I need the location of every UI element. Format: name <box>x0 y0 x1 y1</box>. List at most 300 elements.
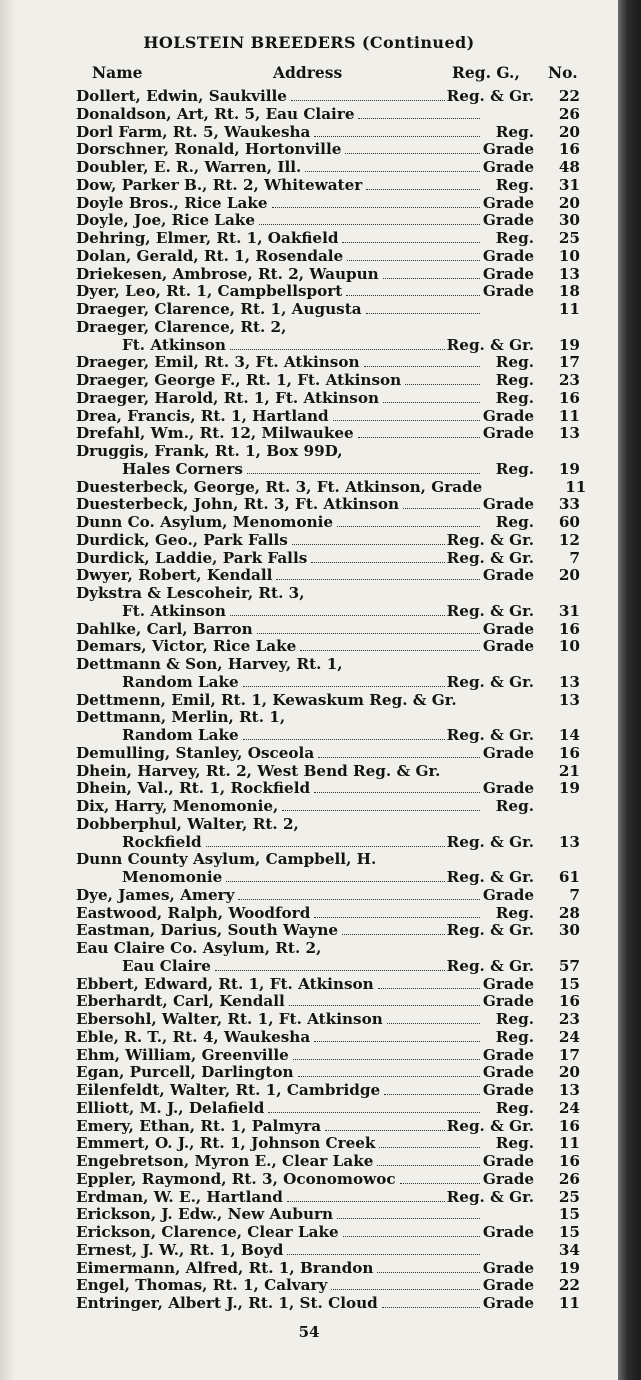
breeder-entry <box>76 371 580 389</box>
dot-leader <box>383 277 480 279</box>
breeder-entry <box>76 1063 580 1081</box>
entry-count: 10 <box>558 246 580 265</box>
breeder-entry <box>76 477 587 496</box>
entry-count: 11 <box>558 300 580 318</box>
dot-leader <box>272 206 480 208</box>
breeder-entry-continuation <box>122 602 580 620</box>
entry-reg-grade: Grade <box>482 619 534 638</box>
entry-reg-grade: Grade <box>482 282 534 301</box>
entry-count: 34 <box>558 1240 580 1259</box>
breeder-entry <box>76 353 580 371</box>
entry-count: 13 <box>558 264 580 283</box>
dot-leader <box>364 365 480 367</box>
page-gutter <box>0 0 14 1380</box>
entry-name-address: Random Lake <box>122 672 239 691</box>
entry-name-address: Demulling, Stanley, Osceola <box>76 743 315 762</box>
entry-count: 13 <box>558 832 580 851</box>
entry-reg-grade: Grade <box>482 992 534 1011</box>
entry-name-address: Eberhardt, Carl, Kendall <box>76 992 285 1011</box>
dot-leader <box>382 1306 480 1308</box>
dot-leader <box>314 916 480 918</box>
entry-count: 19 <box>558 459 580 478</box>
entry-name-address: Erdman, W. E., Hartland <box>76 1187 283 1206</box>
entry-name-address: Engel, Thomas, Rt. 1, Calvary <box>76 1276 328 1295</box>
dot-leader <box>243 738 445 740</box>
entry-count: 19 <box>558 779 580 798</box>
entry-count: 15 <box>558 974 580 993</box>
entry-name-address: Doubler, E. R., Warren, Ill. <box>76 158 302 176</box>
breeder-entry <box>76 779 580 797</box>
dot-leader <box>289 721 480 722</box>
breeder-entry <box>76 176 580 194</box>
entry-reg-grade: Grade <box>482 211 534 230</box>
dot-leader <box>311 561 444 563</box>
entry-reg-grade: Grade <box>482 264 534 283</box>
entry-count: 61 <box>558 868 580 886</box>
entry-reg-grade: Grade <box>482 158 534 176</box>
entry-count: 7 <box>569 885 580 904</box>
entry-name-address: Emmert, O. J., Rt. 1, Johnson Creek <box>76 1134 376 1153</box>
breeder-entry <box>76 1241 580 1259</box>
entry-name-address: Dettmann & Son, Harvey, Rt. 1, <box>76 655 343 673</box>
entry-name-address: Dorl Farm, Rt. 5, Waukesha <box>76 122 311 141</box>
dot-leader <box>461 704 480 705</box>
entry-count: 17 <box>558 1045 580 1064</box>
breeder-entry-continuation <box>122 336 580 354</box>
entry-name-address: Ehm, William, Greenville <box>76 1045 289 1064</box>
dot-leader <box>347 259 480 261</box>
entry-count: 13 <box>558 1081 580 1099</box>
entry-name-address: Elliott, M. J., Delafield <box>76 1098 265 1117</box>
dot-leader <box>377 1164 480 1166</box>
entry-reg-grade: Grade <box>482 406 534 425</box>
dot-leader <box>403 507 480 509</box>
entry-reg-grade: Grade <box>482 495 534 514</box>
entry-count: 24 <box>558 1027 580 1046</box>
entry-count: 11 <box>558 1134 580 1153</box>
breeder-entry <box>76 140 580 158</box>
entry-name-address: Durdick, Geo., Park Falls <box>76 530 288 549</box>
breeder-entry <box>76 105 580 123</box>
dot-leader <box>243 685 445 687</box>
breeder-entry <box>76 531 580 549</box>
breeder-entry <box>76 620 580 638</box>
entry-reg-grade: Reg. <box>495 1010 534 1028</box>
entry-reg-grade: Grade <box>482 743 534 762</box>
entry-name-address: Eastwood, Ralph, Woodford <box>76 903 311 922</box>
breeder-entry <box>76 300 580 318</box>
entry-count: 21 <box>558 761 580 780</box>
entry-count: 23 <box>558 371 580 389</box>
breeder-entry <box>76 1294 580 1312</box>
entry-count: 25 <box>558 229 580 247</box>
entry-name-address: Ft. Atkinson <box>122 601 226 620</box>
entry-name-address: Dye, James, Amery <box>76 885 235 904</box>
dot-leader <box>377 1271 480 1273</box>
entry-reg-grade: Reg. & Gr. <box>446 868 534 886</box>
dot-leader <box>378 987 480 989</box>
dot-leader <box>325 952 480 953</box>
entry-count: 7 <box>569 548 580 567</box>
entry-name-address: Erickson, Clarence, Clear Lake <box>76 1223 339 1241</box>
entry-count: 28 <box>558 903 580 922</box>
dot-leader <box>325 1129 445 1131</box>
dot-leader <box>405 383 480 385</box>
entry-name-address: Draeger, Emil, Rt. 3, Ft. Atkinson <box>76 353 360 372</box>
dot-leader <box>282 809 480 811</box>
dot-leader <box>314 791 480 793</box>
entry-count: 20 <box>558 1063 580 1082</box>
entry-count: 11 <box>558 406 580 425</box>
breeder-entry <box>76 886 580 904</box>
entry-name-address: Dhein, Harvey, Rt. 2, West Bend Reg. & Gr. <box>76 761 441 780</box>
dot-leader <box>291 99 445 101</box>
entry-count: 16 <box>558 743 580 762</box>
entry-name-address: Dunn County Asylum, Campbell, H. <box>76 850 377 869</box>
entry-name-address: Entringer, Albert J., Rt. 1, St. Cloud <box>76 1294 378 1312</box>
breeder-entry <box>76 318 580 336</box>
dot-leader <box>314 135 480 137</box>
entry-reg-grade: Reg. <box>495 175 534 194</box>
entry-count: 26 <box>558 104 580 123</box>
entry-count: 16 <box>558 140 580 159</box>
entry-count: 13 <box>558 690 580 709</box>
entry-name-address: Dolan, Gerald, Rt. 1, Rosendale <box>76 246 344 265</box>
entry-count: 19 <box>558 335 580 354</box>
entry-count: 18 <box>558 282 580 301</box>
dot-leader <box>400 1182 480 1184</box>
entry-count: 26 <box>558 1169 580 1188</box>
breeder-entry <box>76 549 580 567</box>
entry-count: 23 <box>558 1010 580 1028</box>
entry-name-address: Eilenfeldt, Walter, Rt. 1, Cambridge <box>76 1081 381 1099</box>
dot-leader <box>215 969 445 971</box>
dot-leader <box>238 898 480 900</box>
dot-leader <box>268 1111 480 1113</box>
entry-name-address: Erickson, J. Edw., New Auburn <box>76 1205 334 1224</box>
entry-count: 14 <box>558 726 580 744</box>
breeder-entry <box>76 442 580 460</box>
entry-name-address: Dahlke, Carl, Barron <box>76 619 253 638</box>
entry-name-address: Duesterbeck, George, Rt. 3, Ft. Atkinson, Grade <box>76 477 483 496</box>
dot-leader <box>259 223 480 225</box>
breeder-entry <box>76 265 580 283</box>
entry-name-address: Emery, Ethan, Rt. 1, Palmyra <box>76 1116 322 1135</box>
breeder-entry <box>76 762 580 780</box>
breeder-entry-continuation <box>122 673 580 691</box>
entry-reg-grade: Reg. <box>495 459 534 478</box>
dot-leader <box>247 472 480 474</box>
breeder-entry <box>76 229 580 247</box>
dot-leader <box>226 880 444 882</box>
dot-leader <box>257 632 480 634</box>
entry-count: 24 <box>558 1098 580 1117</box>
column-header-address: Address <box>273 63 343 82</box>
entry-name-address: Dettmenn, Emil, Rt. 1, Kewaskum Reg. & Gr. <box>76 690 457 709</box>
entry-count: 20 <box>558 193 580 212</box>
column-header-name: Name <box>92 63 143 82</box>
entry-reg-grade: Reg. <box>495 1027 534 1046</box>
dot-leader <box>289 1004 480 1006</box>
entry-name-address: Random Lake <box>122 726 239 744</box>
breeder-entry-continuation <box>122 460 580 478</box>
breeder-entry <box>76 637 580 655</box>
entry-name-address: Druggis, Frank, Rt. 1, Box 99D, <box>76 442 343 460</box>
breeder-entry <box>76 584 580 602</box>
entry-count: 20 <box>558 122 580 141</box>
entry-reg-grade: Reg. & Gr. <box>446 1116 534 1135</box>
breeder-entry <box>76 87 580 105</box>
entry-count: 20 <box>558 566 580 585</box>
dot-leader <box>366 188 480 190</box>
breeder-entry <box>76 389 580 407</box>
breeder-entry <box>76 513 580 531</box>
entry-name-address: Drefahl, Wm., Rt. 12, Milwaukee <box>76 424 354 443</box>
dot-leader <box>290 331 480 332</box>
entry-name-address: Hales Corners <box>122 459 243 478</box>
breeder-entry <box>76 1046 580 1064</box>
dot-leader <box>358 117 480 119</box>
entry-name-address: Egan, Purcell, Darlington <box>76 1063 294 1082</box>
dot-leader <box>230 614 445 616</box>
entry-reg-grade: Reg. & Gr. <box>446 335 534 354</box>
entry-reg-grade: Grade <box>482 1081 534 1099</box>
entry-name-address: Dhein, Val., Rt. 1, Rockfield <box>76 779 311 798</box>
entry-name-address: Ft. Atkinson <box>122 335 226 354</box>
breeder-entry-continuation <box>122 726 580 744</box>
entry-name-address: Dow, Parker B., Rt. 2, Whitewater <box>76 175 363 194</box>
breeder-entry <box>76 1152 580 1170</box>
dot-leader <box>206 845 445 847</box>
entry-name-address: Doyle Bros., Rice Lake <box>76 193 268 212</box>
dot-leader <box>298 1075 480 1077</box>
entry-count: 12 <box>558 530 580 549</box>
dot-leader <box>287 1200 445 1202</box>
entry-count: 31 <box>558 175 580 194</box>
entry-reg-grade: Reg. & Gr. <box>446 87 534 105</box>
entry-reg-grade: Reg. & Gr. <box>446 601 534 620</box>
entry-count: 11 <box>565 477 587 496</box>
entry-reg-grade: Reg. & Gr. <box>446 832 534 851</box>
dot-leader <box>366 312 480 314</box>
entry-reg-grade: Grade <box>482 1169 534 1188</box>
entry-count: 19 <box>558 1258 580 1277</box>
dot-leader <box>276 578 480 580</box>
dot-leader <box>293 1058 480 1060</box>
entry-reg-grade: Reg. & Gr. <box>446 726 534 744</box>
dot-leader <box>300 649 480 651</box>
column-header-reg-grade: Reg. G., <box>452 63 520 82</box>
entry-count: 11 <box>558 1294 580 1312</box>
breeder-entry <box>76 975 580 993</box>
entry-reg-grade: Grade <box>482 637 534 656</box>
entry-count: 17 <box>558 353 580 372</box>
entry-name-address: Ebbert, Edward, Rt. 1, Ft. Atkinson <box>76 974 374 993</box>
entry-count: 30 <box>558 921 580 940</box>
dot-leader <box>346 294 480 296</box>
entry-reg-grade: Grade <box>482 1223 534 1241</box>
entry-name-address: Eppler, Raymond, Rt. 3, Oconomowoc <box>76 1169 396 1188</box>
entry-count: 16 <box>558 1152 580 1170</box>
dot-leader <box>380 863 480 864</box>
dot-leader <box>383 401 480 403</box>
entry-reg-grade: Reg. & Gr. <box>446 530 534 549</box>
breeder-entry <box>76 939 580 957</box>
dot-leader <box>318 756 480 758</box>
entry-reg-grade: Grade <box>482 140 534 159</box>
dot-leader <box>305 170 480 172</box>
entry-name-address: Dykstra & Lescoheir, Rt. 3, <box>76 584 305 602</box>
breeder-entry <box>76 1223 580 1241</box>
breeder-entry <box>76 247 580 265</box>
breeder-entry <box>76 194 580 212</box>
entry-reg-grade: Reg. & Gr. <box>446 672 534 691</box>
entry-name-address: Eastman, Darius, South Wayne <box>76 921 339 940</box>
dot-leader <box>444 775 480 776</box>
entry-name-address: Dorschner, Ronald, Hortonville <box>76 140 342 159</box>
breeder-entry <box>76 1205 580 1223</box>
breeder-entry <box>76 211 580 229</box>
entry-name-address: Eau Claire <box>122 956 211 975</box>
breeder-entry <box>76 904 580 922</box>
breeder-entry <box>76 1276 580 1294</box>
entry-reg-grade: Reg. & Gr. <box>446 1187 534 1206</box>
breeder-entry <box>76 1134 580 1152</box>
breeder-entry <box>76 1117 580 1135</box>
entry-name-address: Dobberphul, Walter, Rt. 2, <box>76 814 299 833</box>
entry-reg-grade: Reg. <box>495 122 534 141</box>
breeder-entry <box>76 708 580 726</box>
entry-name-address: Eble, R. T., Rt. 4, Waukesha <box>76 1027 311 1046</box>
dot-leader <box>384 1093 480 1095</box>
entry-reg-grade: Grade <box>482 1045 534 1064</box>
entry-reg-grade: Grade <box>482 779 534 798</box>
entry-count: 22 <box>558 87 580 105</box>
entry-count: 25 <box>558 1187 580 1206</box>
breeder-entry <box>76 815 580 833</box>
breeder-entry <box>76 158 580 176</box>
dot-leader <box>342 241 480 243</box>
entry-name-address: Demars, Victor, Rice Lake <box>76 637 297 656</box>
breeder-entry <box>76 495 580 513</box>
entry-count: 16 <box>558 388 580 407</box>
entry-reg-grade: Grade <box>482 424 534 443</box>
entry-reg-grade: Grade <box>482 566 534 585</box>
entry-reg-grade: Reg. <box>495 797 534 815</box>
dot-leader <box>342 933 445 935</box>
entry-count: 60 <box>558 513 580 531</box>
breeder-entry <box>76 407 580 425</box>
entry-reg-grade: Grade <box>482 1258 534 1277</box>
breeder-entry <box>76 1010 580 1028</box>
binding-edge <box>618 0 641 1380</box>
entry-count: 16 <box>558 619 580 638</box>
breeder-entry <box>76 424 580 442</box>
entry-reg-grade: Reg. <box>495 1098 534 1117</box>
entry-count: 16 <box>558 992 580 1011</box>
entry-name-address: Rockfield <box>122 832 202 851</box>
breeder-entry-continuation <box>122 957 580 975</box>
breeder-entry <box>76 1028 580 1046</box>
breeder-entry <box>76 992 580 1010</box>
breeder-entry <box>76 123 580 141</box>
dot-leader <box>333 419 480 421</box>
dot-leader <box>337 525 480 527</box>
entry-name-address: Doyle, Joe, Rice Lake <box>76 211 255 230</box>
entry-count: 15 <box>558 1205 580 1224</box>
entry-count: 15 <box>558 1223 580 1241</box>
entry-name-address: Eimermann, Alfred, Rt. 1, Brandon <box>76 1258 374 1277</box>
entry-count: 16 <box>558 1116 580 1135</box>
breeder-entry <box>76 566 580 584</box>
dot-leader <box>358 436 480 438</box>
breeder-entry <box>76 655 580 673</box>
entry-count: 22 <box>558 1276 580 1295</box>
entry-name-address: Dix, Harry, Menomonie, <box>76 797 279 815</box>
entry-reg-grade: Grade <box>482 246 534 265</box>
breeder-entry <box>76 850 580 868</box>
entry-count: 57 <box>558 956 580 975</box>
entry-name-address: Drea, Francis, Rt. 1, Hartland <box>76 406 329 425</box>
breeder-entry <box>76 1081 580 1099</box>
entry-name-address: Dwyer, Robert, Kendall <box>76 566 273 585</box>
dot-leader <box>337 1217 480 1219</box>
entry-name-address: Donaldson, Art, Rt. 5, Eau Claire <box>76 104 355 123</box>
dot-leader <box>347 455 480 456</box>
dot-leader <box>314 1040 480 1042</box>
page-title: HOLSTEIN BREEDERS (Continued) <box>143 33 475 52</box>
breeder-entry <box>76 1188 580 1206</box>
dot-leader <box>287 1253 480 1255</box>
dot-leader <box>379 1146 480 1148</box>
entry-reg-grade: Reg. & Gr. <box>446 548 534 567</box>
breeder-entry <box>76 744 580 762</box>
entry-reg-grade: Grade <box>482 1276 534 1295</box>
entry-name-address: Duesterbeck, John, Rt. 3, Ft. Atkinson <box>76 495 400 514</box>
entry-count: 10 <box>558 637 580 656</box>
entry-reg-grade: Reg. <box>495 229 534 247</box>
dot-leader <box>309 597 481 598</box>
entry-name-address: Ernest, J. W., Rt. 1, Boyd <box>76 1240 284 1259</box>
entry-name-address: Draeger, Clarence, Rt. 2, <box>76 317 287 336</box>
breeder-entry <box>76 1099 580 1117</box>
entry-reg-grade: Reg. & Gr. <box>446 956 534 975</box>
entry-reg-grade: Reg. <box>495 903 534 922</box>
entry-count: 33 <box>558 495 580 514</box>
entry-name-address: Engebretson, Myron E., Clear Lake <box>76 1152 374 1170</box>
dot-leader <box>347 668 480 669</box>
entry-name-address: Draeger, Harold, Rt. 1, Ft. Atkinson <box>76 388 380 407</box>
entry-reg-grade: Reg. <box>495 371 534 389</box>
dot-leader <box>331 1288 480 1290</box>
dot-leader <box>230 348 445 350</box>
entry-reg-grade: Grade <box>482 1063 534 1082</box>
entry-count: 30 <box>558 211 580 230</box>
entry-name-address: Draeger, George F., Rt. 1, Ft. Atkinson <box>76 371 402 389</box>
breeder-entry <box>76 1259 580 1277</box>
page-number: 54 <box>298 1323 320 1341</box>
dot-leader <box>303 828 480 829</box>
entry-name-address: Durdick, Laddie, Park Falls <box>76 548 308 567</box>
entry-name-address: Driekesen, Ambrose, Rt. 2, Waupun <box>76 264 379 283</box>
entry-name-address: Draeger, Clarence, Rt. 1, Augusta <box>76 300 362 318</box>
breeder-entry <box>76 797 580 815</box>
entry-count: 13 <box>558 672 580 691</box>
breeder-entry <box>76 282 580 300</box>
entry-reg-grade: Reg. <box>495 1134 534 1153</box>
column-header-number: No. <box>548 63 578 82</box>
breeder-entry <box>76 691 580 709</box>
